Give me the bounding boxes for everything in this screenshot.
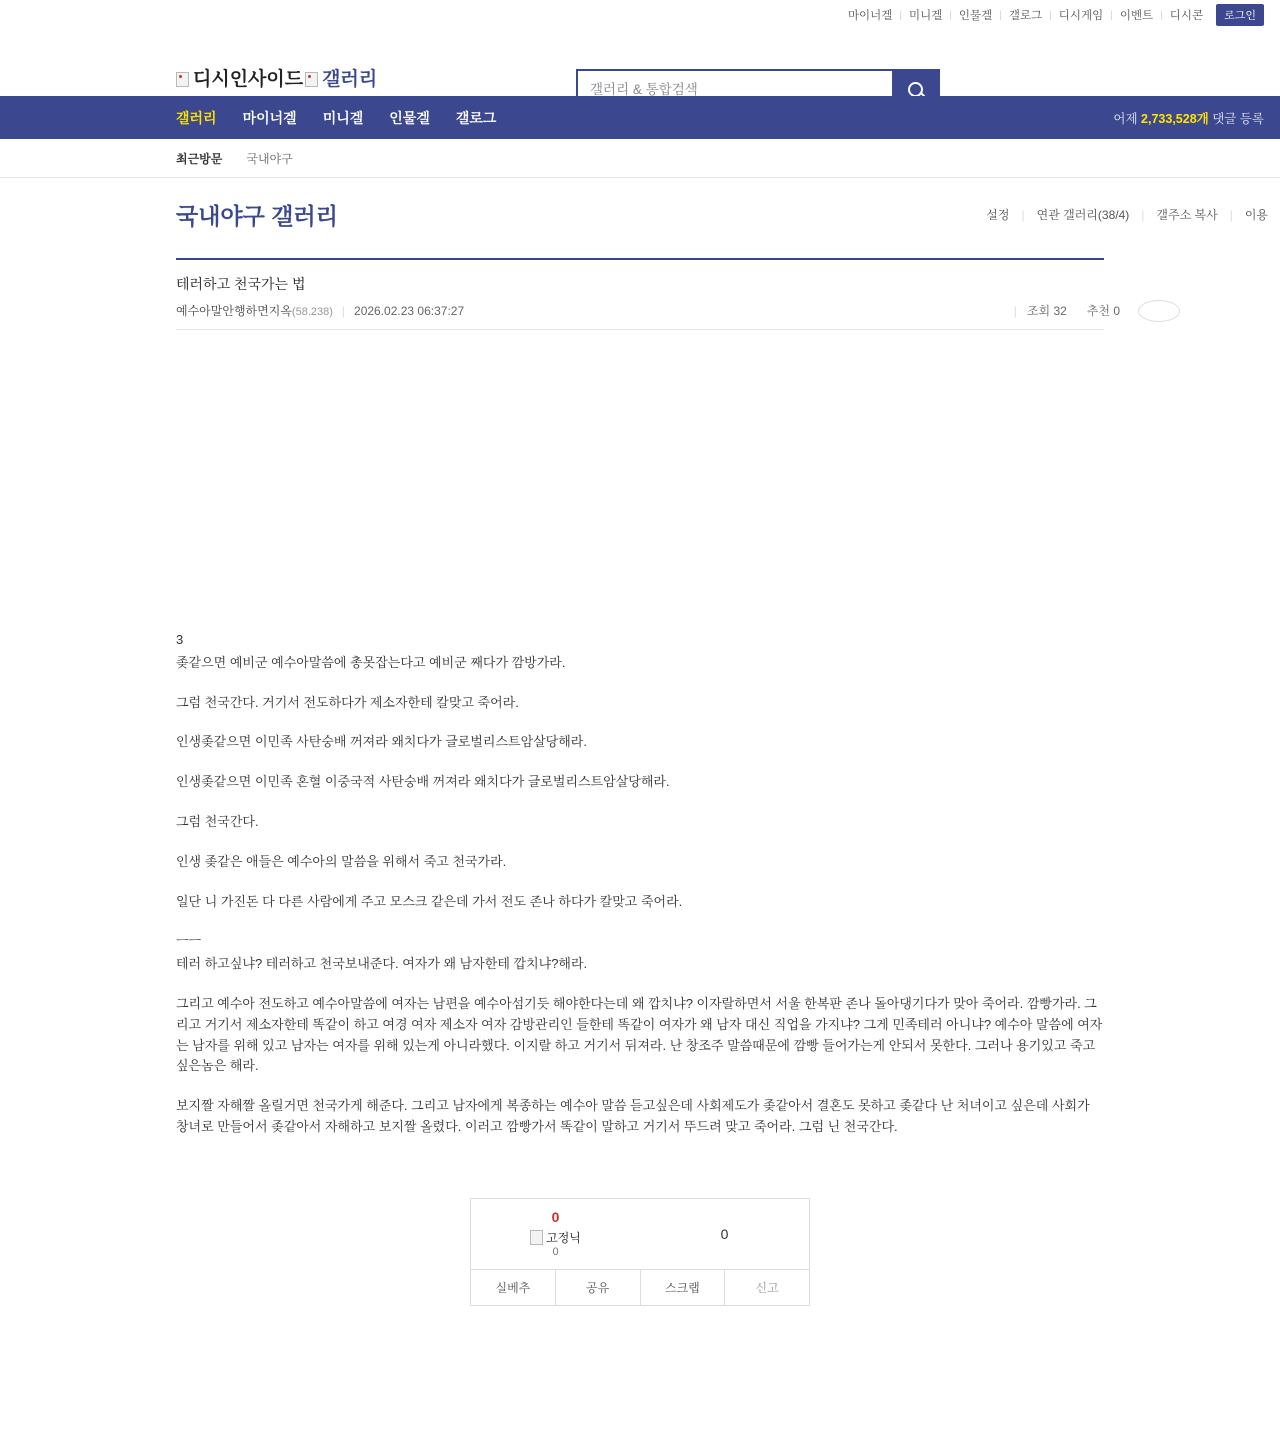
divider: | (1141, 207, 1145, 222)
comment-stat (1113, 109, 1264, 127)
recommend-up-button[interactable] (471, 1199, 640, 1269)
recent-visit-label: 최근방문 (176, 151, 223, 166)
gallery-link-related[interactable]: 연관 갤러리(38/4) (1036, 208, 1130, 222)
broken-image-icon (176, 72, 189, 87)
fixed-nick-broken-image (530, 1229, 581, 1246)
fixed-nick-count: 0 (552, 1246, 559, 1259)
nav-item-minor-gall[interactable]: 마이너겔 (242, 109, 297, 126)
article-paragraph: 3 (176, 632, 184, 647)
share-button[interactable]: 공유 (555, 1270, 640, 1305)
top-nav-item-minor-gall[interactable]: 마이너겔 (847, 10, 893, 22)
recommend-up-count: 0 (551, 1209, 560, 1226)
top-utility-bar (0, 0, 1280, 30)
divider: | (1013, 303, 1017, 318)
comment-stat-prefix: 어제 (1113, 111, 1138, 126)
article-title: 테러하고 천국가는 법 (176, 276, 306, 292)
gallery-utility-links (974, 206, 1280, 223)
login-button[interactable]: 로그인 (1216, 4, 1264, 26)
divider: | (1110, 9, 1113, 21)
top-nav-item-mini-gall[interactable]: 미니겔 (908, 10, 943, 22)
silbe-recommend-button[interactable]: 실베추 (495, 1280, 531, 1295)
top-nav-item-dccon[interactable]: 디시콘 (1169, 10, 1204, 22)
site-logo[interactable] (176, 70, 377, 89)
broken-image-icon (305, 72, 318, 87)
report-button[interactable]: 신고 (724, 1270, 809, 1305)
nav-item-mini-gall[interactable]: 미니겔 (322, 109, 364, 126)
article-paragraph: 그럼 천국간다. 거기서 전도하다가 제소자한테 칼맞고 죽어라. (176, 694, 519, 710)
divider: | (1049, 9, 1052, 21)
gallery-link-settings[interactable]: 설정 (986, 208, 1010, 222)
recent-visit-bar (0, 139, 1280, 178)
scrap-button[interactable]: 스크랩 (640, 1270, 725, 1305)
recommend-down-count: 0 (720, 1225, 729, 1242)
article-author-ip: (58.238) (291, 306, 333, 318)
recommend-box (470, 1198, 810, 1306)
fixed-nick-badge (530, 1229, 581, 1258)
top-nav-item-person-gall[interactable]: 인물겔 (958, 10, 993, 22)
article-date: 2026.02.23 06:37:27 (354, 303, 465, 318)
recommend-down-button[interactable] (640, 1199, 809, 1269)
article-container (176, 258, 1120, 1306)
article-action-buttons (471, 1269, 809, 1305)
article-paragraph: 좆같으면 예비군 예수아말씀에 총못잡는다고 예비군 째다가 깜방가라. (176, 654, 566, 670)
gallery-link-copy-address[interactable]: 갤주소 복사 (1156, 208, 1218, 222)
comment-stat-suffix: 댓글 등록 (1212, 111, 1264, 126)
top-nav-item-dcgame[interactable]: 디시게임 (1058, 10, 1104, 22)
main-navigation (0, 96, 1280, 139)
article-author[interactable] (176, 302, 333, 319)
article-paragraph: 그리고 예수아 전도하고 예수아말씀에 여자는 남편을 예수아섬기듯 해야한다는데 왜 깝치냐? 이자랄하면서 서울 한복판 존나 돌아댕기다가 맞아 죽어라. 깜빵가라. 그리고 거기서 제소자한테 똑같이 하고 여경 여자 제소자 여자 감방관리인 들한테 똑같이 여자가 왜 남자 대신 직업을 가지냐? 그게 민족테러 아니냐? 예수아 말씀에 여자는 남자를 위해 있고 남자는 여자를 위해 있는게 아니라했다. 이지랄 하고 거기서 뒤져라. 난 창조주 말씀때문에 깜빵 들어가는게 안되서 못한다. 그러나 용기있고 죽고 싶은놈은 해라. (176, 995, 1103, 1074)
divider: | (1229, 207, 1233, 222)
divider: | (341, 303, 346, 318)
article-paragraph: 보지짤 자해짤 올릴거면 천국가게 해준다. 그리고 남자에게 복종하는 예수아 말씀 듣고싶은데 사회제도가 좆같아서 결혼도 못하고 좆같다 난 처녀이고 싶은데 사회가 창녀로 만들어서 좆같아서 자해하고 보지짤 올렸다. 이러고 깜빵가서 똑같이 말하고 거기서 뚜드려 맞고 죽어라. 그럼 닌 천국간다. (176, 1098, 1090, 1134)
divider: | (949, 9, 952, 21)
article-paragraph: 그럼 천국간다. (176, 813, 259, 829)
article-paragraph: ㅡㅡ (176, 933, 202, 949)
more-options-icon[interactable] (1138, 300, 1180, 322)
comment-stat-count: 2,733,528개 (1141, 111, 1209, 126)
divider: | (899, 9, 902, 21)
fixed-nick-alt: 고정닉 (546, 1231, 581, 1246)
logo-gallery-broken-image[interactable] (305, 70, 377, 89)
article-meta (176, 302, 1120, 330)
article-author-name: 예수아말안행하면지옥 (176, 304, 292, 318)
nav-item-gallog[interactable]: 갤로그 (455, 109, 497, 126)
logo-dcinside-broken-image[interactable] (176, 70, 303, 89)
article-paragraph: 인생좆같으면 이민족 혼혈 이중국적 사탄숭배 꺼져라 왜치다가 글로벌리스트암살당해라. (176, 774, 670, 790)
page-title: 국내야구 갤러리 (176, 203, 338, 229)
divider: | (1021, 207, 1025, 222)
nav-item-person-gall[interactable]: 인물겔 (389, 109, 430, 126)
article-paragraph: 일단 니 가진돈 다 다른 사람에게 주고 모스크 같은데 가서 전도 존나 하다가 칼맞고 죽어라. (176, 893, 683, 909)
logo-dcinside-alt: 디시인사이드 (193, 69, 304, 90)
site-header (0, 30, 1280, 96)
article-recommend-count: 추천 0 (1086, 304, 1120, 318)
article-paragraph: 인생 좆같은 애들은 예수아의 말씀을 위해서 죽고 천국가라. (176, 853, 507, 869)
top-nav-item-event[interactable]: 이벤트 (1119, 10, 1154, 22)
divider: | (1160, 9, 1163, 21)
article-paragraph: 인생좆같으면 이민족 사탄숭배 꺼져라 왜치다가 글로벌리스트암살당해라. (176, 734, 587, 750)
article-paragraph: 테러 하고싶냐? 테러하고 천국보내준다. 여자가 왜 남자한테 깝치냐?해라. (176, 956, 588, 972)
main-nav-items (176, 108, 496, 128)
recent-item-domestic-baseball[interactable]: 국내야구 (246, 151, 293, 166)
article-body (176, 330, 1104, 1138)
article-stats (1014, 300, 1180, 322)
broken-image-icon (530, 1230, 543, 1245)
search-icon (908, 82, 923, 97)
logo-gallery-alt: 갤러리 (322, 69, 378, 90)
divider: | (999, 9, 1002, 21)
gallery-header (0, 178, 1280, 258)
recommend-area (176, 1198, 1104, 1306)
top-nav-item-gallog[interactable]: 갤로그 (1008, 10, 1043, 22)
gallery-link-usage[interactable]: 이용 (1244, 208, 1268, 222)
article-views: 조회 32 (1026, 304, 1067, 318)
nav-item-gallery[interactable]: 갤러리 (176, 109, 217, 126)
recommend-counts (471, 1199, 809, 1269)
